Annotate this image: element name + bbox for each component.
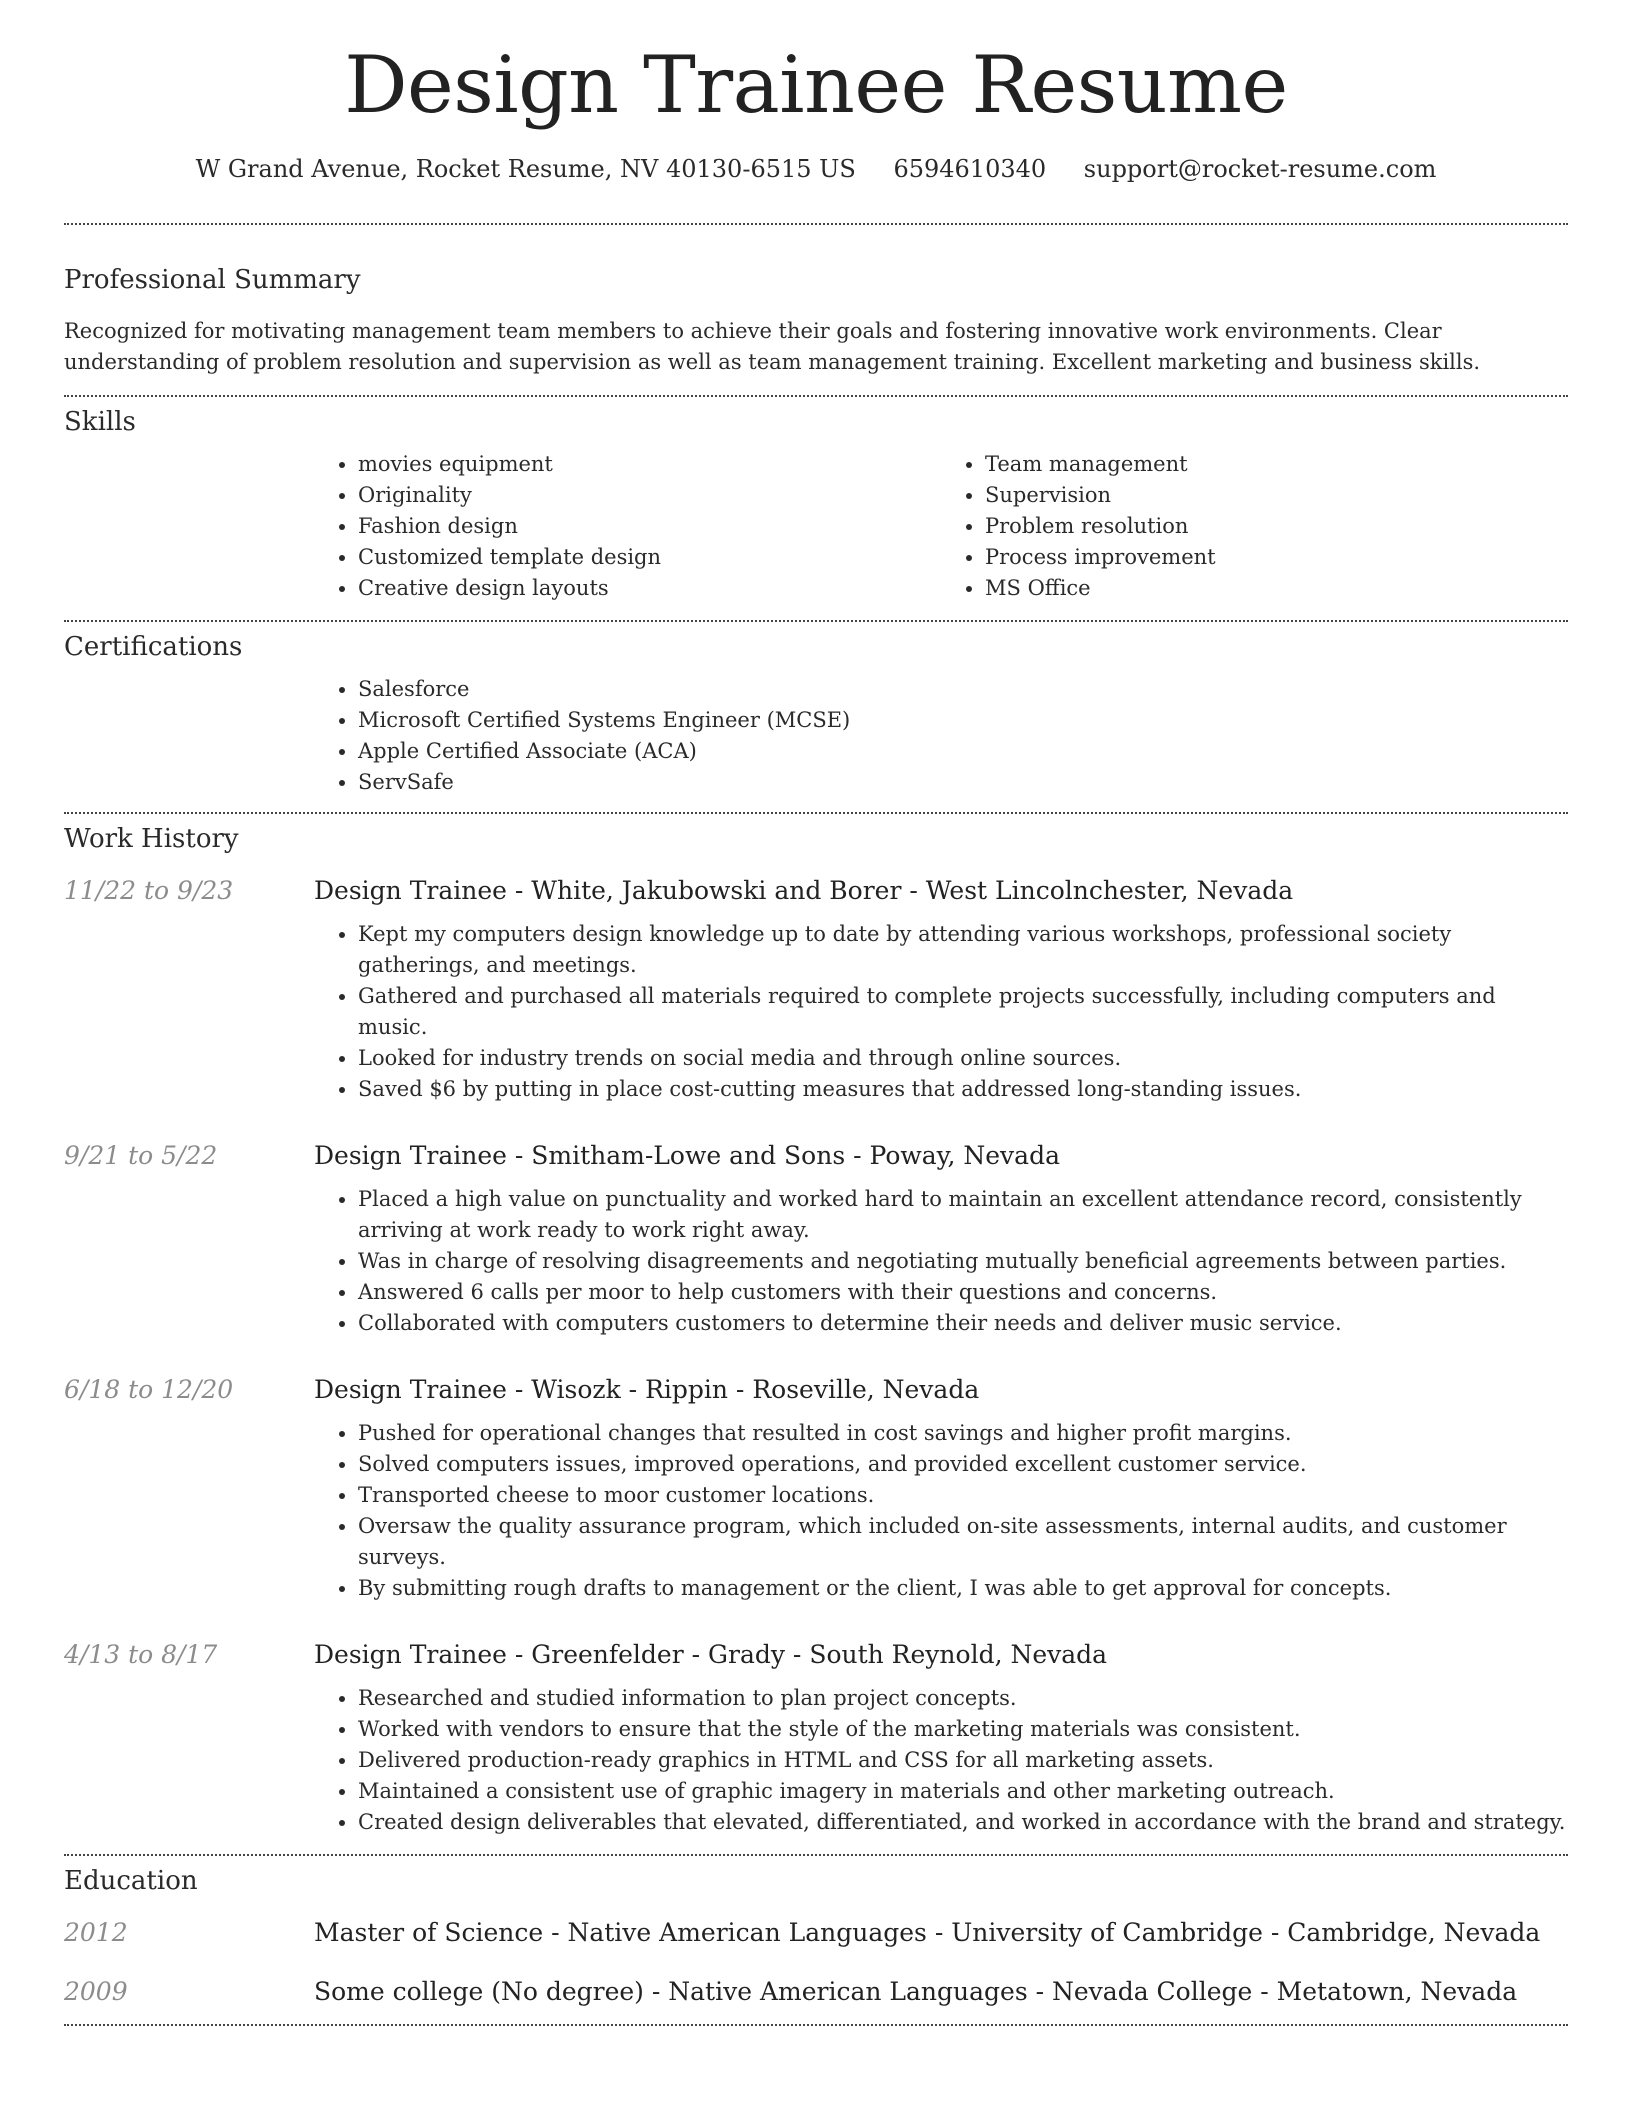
list-item: • Supervision [985, 480, 1568, 511]
job-bullets [314, 1683, 1568, 1838]
list-item: • Solved computers issues, improved operations, and provided excellent customer service. [358, 1449, 1568, 1480]
list-item: • Fashion design [358, 511, 941, 542]
list-item: • Oversaw the quality assurance program, which included on-site assessments, internal audits, and customer surveys. [358, 1511, 1568, 1573]
divider [64, 2024, 1568, 2026]
certifications-section [64, 622, 1568, 798]
list-item: • Originality [358, 480, 941, 511]
list-item: • Salesforce [358, 674, 1568, 705]
job-header [64, 1141, 1568, 1170]
list-item: • Gathered and purchased all materials required to complete projects successfully, including computers and music. [358, 981, 1568, 1043]
education-section [64, 1856, 1568, 2006]
job-header [64, 876, 1568, 905]
job-header [64, 1375, 1568, 1404]
summary-text: Recognized for motivating management team members to achieve their goals and fostering innovative work environments. Clear understanding of problem resolution and supervision as well as team management training. Excellent marketing and business skills. [64, 318, 1481, 374]
job-bullets [314, 919, 1568, 1105]
list-item: • Pushed for operational changes that resulted in cost savings and higher profit margins. [358, 1418, 1568, 1449]
job-entry [64, 876, 1568, 1105]
list-item: • Team management [985, 449, 1568, 480]
job-dates: 6/18 to 12/20 [64, 1374, 234, 1404]
list-item: • Maintained a consistent use of graphic imagery in materials and other marketing outreach. [358, 1776, 1568, 1807]
list-item: • Worked with vendors to ensure that the style of the marketing materials was consistent. [358, 1714, 1568, 1745]
section-title-work: Work History [64, 823, 239, 854]
list-item: • Answered 6 calls per moor to help customers with their questions and concerns. [358, 1277, 1568, 1308]
list-item: • By submitting rough drafts to management or the client, I was able to get approval for concepts. [358, 1573, 1568, 1604]
job-dates: 9/21 to 5/22 [64, 1140, 218, 1170]
page-title: Design Trainee Resume [344, 39, 1288, 131]
list-item: • Saved $6 by putting in place cost-cutting measures that addressed long-standing issues. [358, 1074, 1568, 1105]
list-item: • Problem resolution [985, 511, 1568, 542]
section-title-skills: Skills [64, 406, 136, 437]
education-title: Master of Science - Native American Languages - University of Cambridge - Cambridge, Nevada [314, 1917, 1541, 1947]
certifications-list [314, 674, 1568, 798]
list-item: • Was in charge of resolving disagreements and negotiating mutually beneficial agreements between parties. [358, 1246, 1568, 1277]
job-bullets [314, 1418, 1568, 1604]
list-item: • Microsoft Certified Systems Engineer (MCSE) [358, 705, 1568, 736]
job-dates: 11/22 to 9/23 [64, 875, 234, 905]
job-entry [64, 1375, 1568, 1604]
list-item: • Collaborated with computers customers to determine their needs and deliver music service. [358, 1308, 1568, 1339]
skills-list-left [314, 449, 941, 604]
contact-address: W Grand Avenue, Rocket Resume, NV 40130-6515 US [195, 154, 856, 183]
list-item: • ServSafe [358, 767, 1568, 798]
job-title: Design Trainee - Smitham-Lowe and Sons - Poway, Nevada [314, 1140, 1060, 1170]
job-dates: 4/13 to 8/17 [64, 1639, 218, 1669]
list-item: • Apple Certified Associate (ACA) [358, 736, 1568, 767]
job-title: Design Trainee - White, Jakubowski and Borer - West Lincolnchester, Nevada [314, 875, 1294, 905]
skills-grid [314, 449, 1568, 604]
list-item: • Delivered production-ready graphics in HTML and CSS for all marketing assets. [358, 1745, 1568, 1776]
list-item: • Researched and studied information to plan project concepts. [358, 1683, 1568, 1714]
list-item: • MS Office [985, 573, 1568, 604]
list-item: • movies equipment [358, 449, 941, 480]
education-year: 2012 [64, 1917, 128, 1947]
list-item: • Placed a high value on punctuality and worked hard to maintain an excellent attendance record, consistently arriving at work ready to work right away. [358, 1184, 1568, 1246]
job-title: Design Trainee - Greenfelder - Grady - South Reynold, Nevada [314, 1639, 1108, 1669]
job-entry [64, 1640, 1568, 1838]
list-item: • Kept my computers design knowledge up to date by attending various workshops, professional society gatherings, and meetings. [358, 919, 1568, 981]
list-item: • Transported cheese to moor customer locations. [358, 1480, 1568, 1511]
list-item: • Looked for industry trends on social media and through online sources. [358, 1043, 1568, 1074]
list-item: • Customized template design [358, 542, 941, 573]
job-title: Design Trainee - Wisozk - Rippin - Roseville, Nevada [314, 1374, 980, 1404]
list-item: • Process improvement [985, 542, 1568, 573]
contact-email: support@rocket-resume.com [1083, 154, 1437, 183]
education-entry [64, 1977, 1568, 2006]
education-entry [64, 1918, 1568, 1947]
section-title-summary: Professional Summary [64, 264, 361, 295]
list-item: • Created design deliverables that elevated, differentiated, and worked in accordance with the brand and strategy. [358, 1807, 1568, 1838]
job-bullets [314, 1184, 1568, 1339]
skills-list-right [941, 449, 1568, 604]
contact-phone: 6594610340 [893, 154, 1047, 183]
section-title-certifications: Certifications [64, 631, 243, 662]
section-title-education: Education [64, 1865, 198, 1896]
list-item: • Creative design layouts [358, 573, 941, 604]
job-entry [64, 1141, 1568, 1339]
education-title: Some college (No degree) - Native American Languages - Nevada College - Metatown, Nevada [314, 1976, 1518, 2006]
contact-line [64, 155, 1568, 183]
skills-section [64, 397, 1568, 604]
job-header [64, 1640, 1568, 1669]
education-year: 2009 [64, 1976, 128, 2006]
summary-section [64, 225, 1568, 378]
work-section [64, 814, 1568, 1838]
